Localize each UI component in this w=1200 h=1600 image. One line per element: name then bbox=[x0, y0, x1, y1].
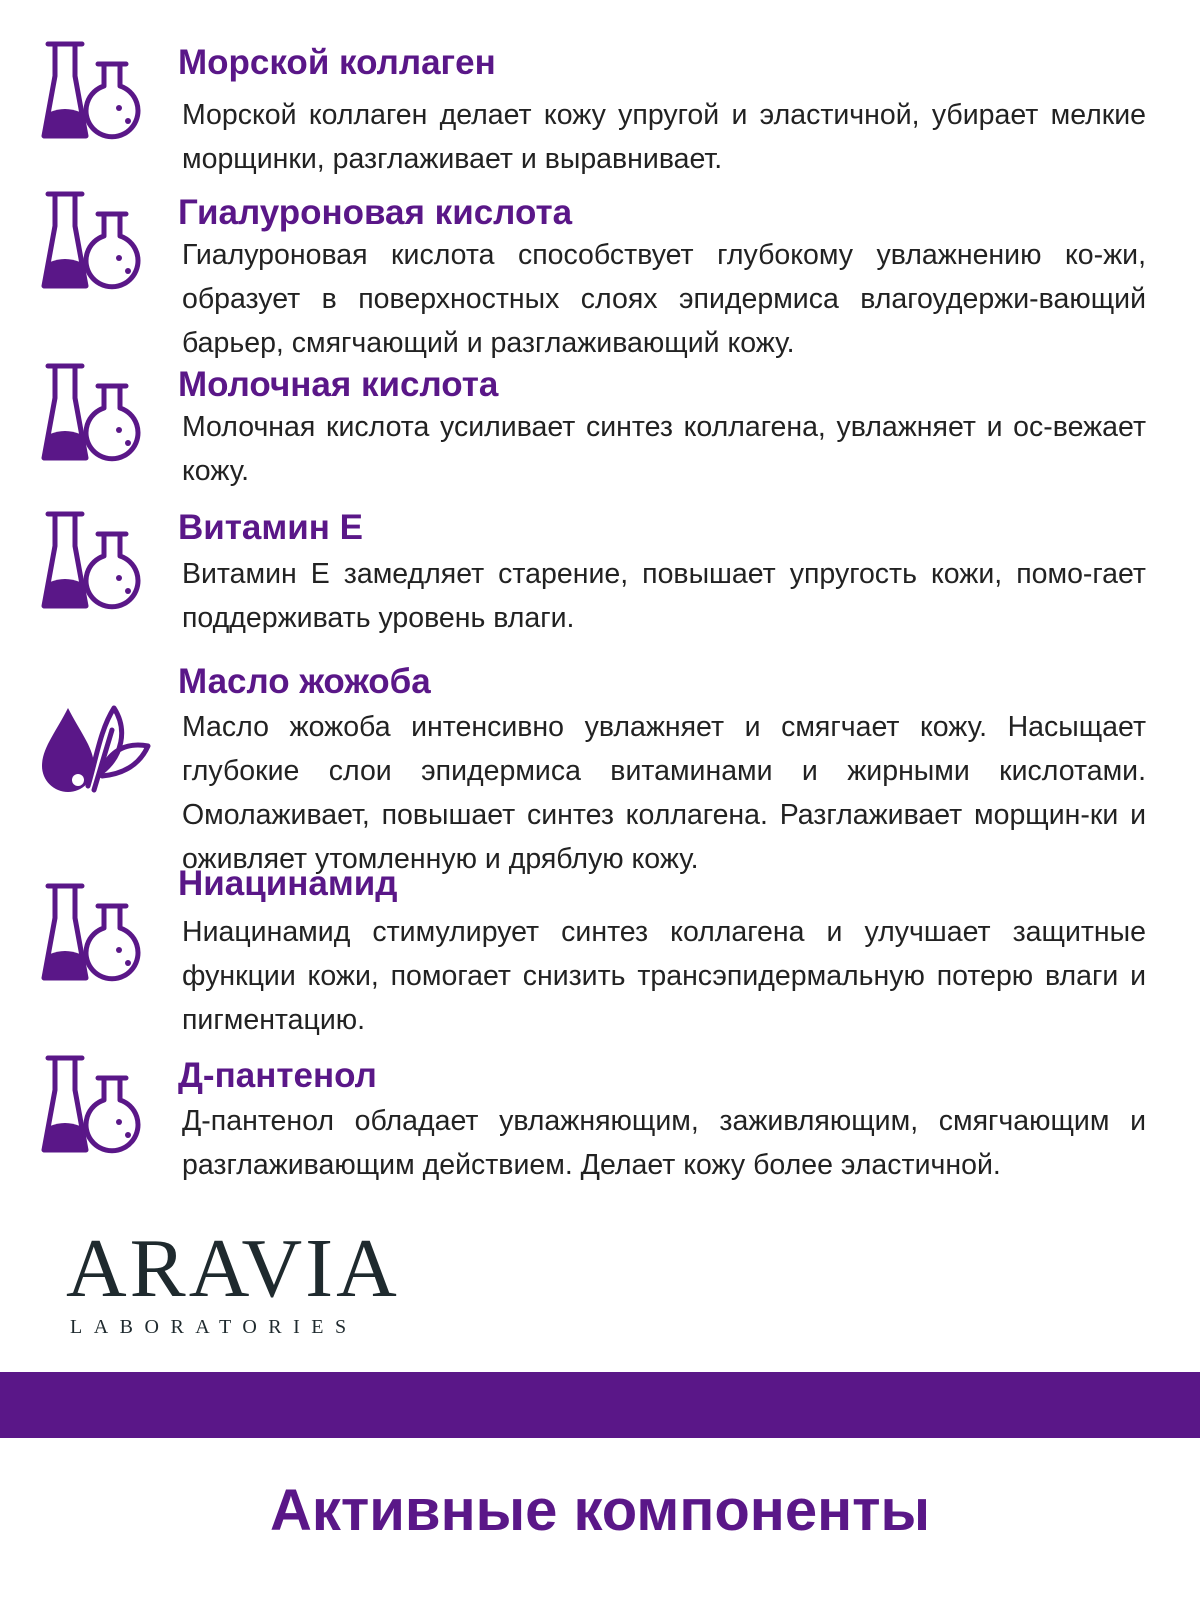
flask-icon bbox=[38, 36, 156, 146]
ingredient-description: Витамин Е замедляет старение, повышает упругость кожи, помо-гает поддерживать уровень влаги. bbox=[182, 558, 1146, 634]
ingredient-description: Морской коллаген делает кожу упругой и эластичной, убирает мелкие морщинки, разглаживает и выравнивает. bbox=[182, 99, 1146, 175]
ingredient-title: Морской коллаген bbox=[178, 43, 496, 82]
flask-icon bbox=[38, 1050, 156, 1160]
ingredient-title: Гиалуроновая кислота bbox=[178, 193, 573, 232]
oil-drop-leaf-icon bbox=[38, 690, 156, 800]
ingredient-description: Молочная кислота усиливает синтез коллагена, увлажняет и ос-вежает кожу. bbox=[182, 411, 1146, 487]
brand-logo bbox=[66, 1224, 426, 1352]
ingredient-description: Ниацинамид стимулирует синтез коллагена и улучшает защитные функции кожи, помогает снизить трансэпидермальную потерю влаги и пигментацию. bbox=[182, 916, 1146, 1036]
ingredient-title: Молочная кислота bbox=[178, 365, 499, 404]
ingredient-description: Масло жожоба интенсивно увлажняет и смягчает кожу. Насыщает глубокие слои эпидермиса витаминами и жирными кислотами. Омолаживает, повышает синтез коллагена. Разглаживает морщин-ки и оживляет утомленную и дряблую кожу. bbox=[182, 711, 1146, 875]
ingredient-title: Ниацинамид bbox=[178, 864, 398, 903]
brand-name: ARAVIA bbox=[66, 1222, 400, 1315]
ingredient-description: Д-пантенол обладает увлажняющим, заживляющим, смягчающим и разглаживающим действием. Делает кожу более эластичной. bbox=[182, 1105, 1146, 1181]
footer-title: Активные компоненты bbox=[269, 1478, 931, 1543]
ingredient-title: Витамин Е bbox=[178, 508, 364, 547]
ingredient-title: Д-пантенол bbox=[178, 1056, 377, 1095]
flask-icon bbox=[38, 878, 156, 988]
ingredient-description: Гиалуроновая кислота способствует глубокому увлажнению ко-жи, образует в поверхностных слоях эпидермиса влагоудержи-вающий барьер, смягчающий и разглаживающий кожу. bbox=[182, 239, 1146, 359]
flask-icon bbox=[38, 186, 156, 296]
ingredient-title: Масло жожоба bbox=[178, 662, 431, 701]
accent-band bbox=[0, 1372, 1200, 1438]
flask-icon bbox=[38, 358, 156, 468]
brand-sub: LABORATORIES bbox=[70, 1316, 358, 1338]
flask-icon bbox=[38, 506, 156, 616]
